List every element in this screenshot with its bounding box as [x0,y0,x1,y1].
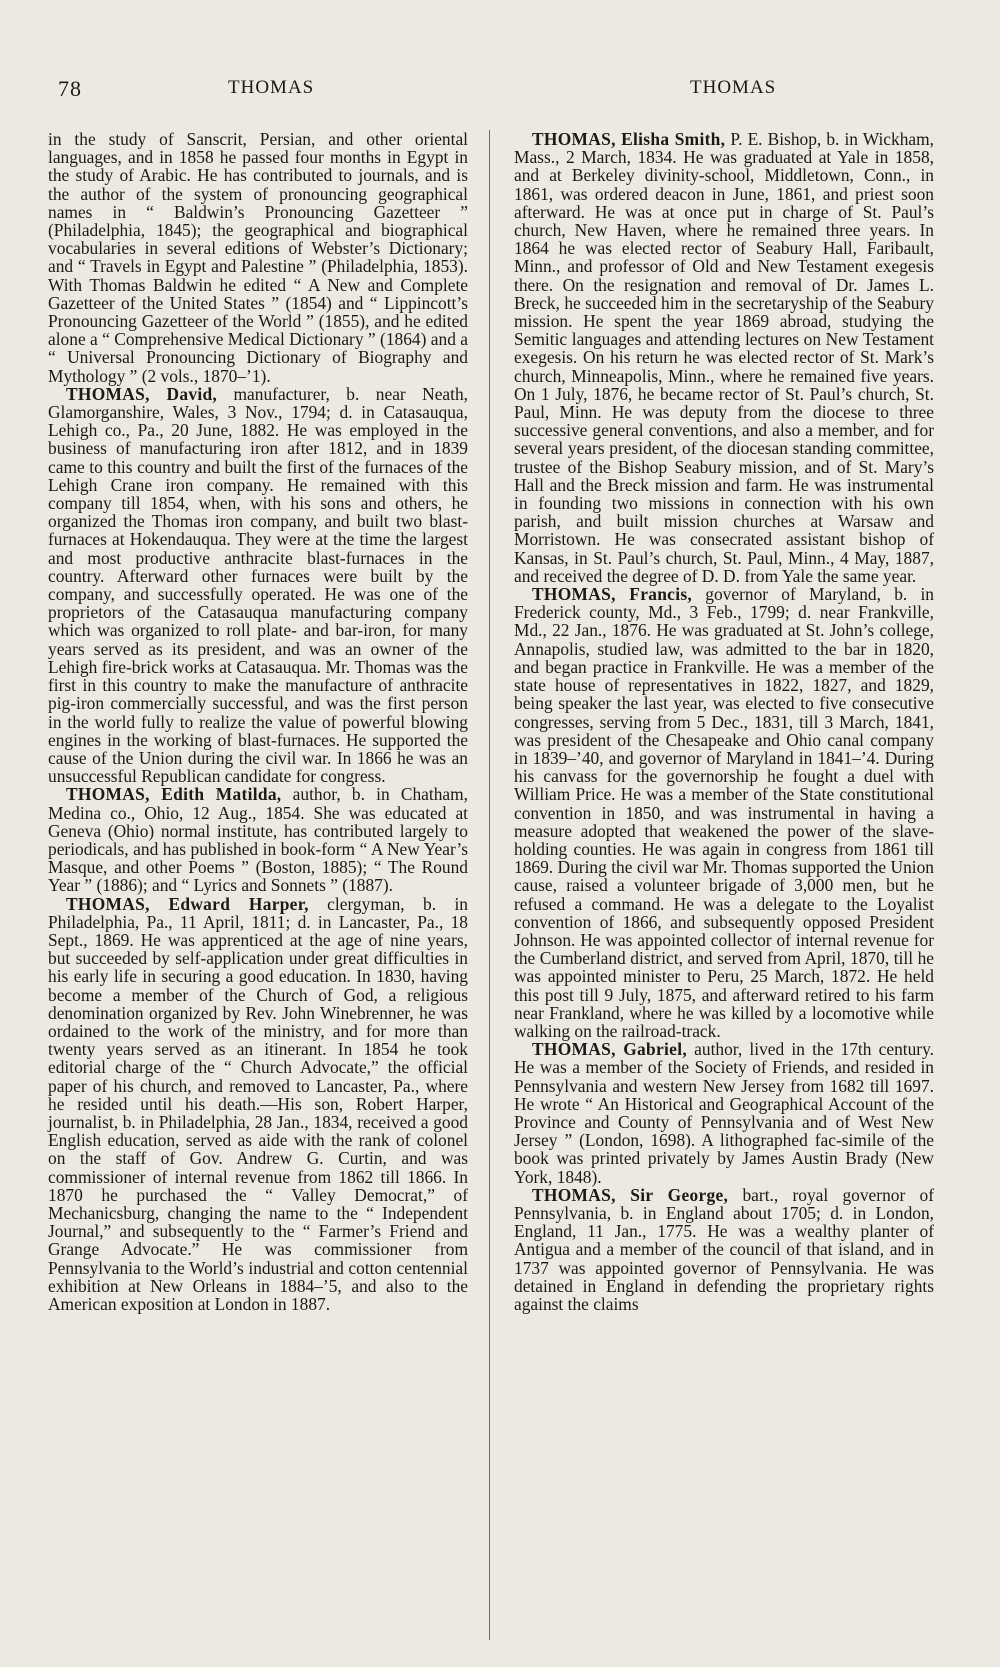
entry-headword: THOMAS, Edith Matilda, [66,784,282,805]
entry-continuation [48,130,468,385]
entry-text: bart., royal governor of Pennsylvania, b. in England about 1705; d. in London, England, 11 Jan., 1775. He was a wealthy planter of Antigua and a member of the council of that island, and in 1737 was appointed governor of Pennsylvania. He was detained in England in defending the proprietary rights against the claims [514,1184,935,1314]
entry-headword: THOMAS, Sir George, [532,1184,729,1205]
entry-text: P. E. Bishop, b. in Wickham, Mass., 2 March, 1834. He was graduated at Yale in 1858, and at Berkeley divinity-school, Middletown, Conn., in 1861, was ordered deacon in June, 1861, and priest soon afterward. He was at once put in charge of St. Paul’s church, New Haven, where he remained three years. In 1864 he was elected rector of Seabury Hall, Faribault, Minn., and professor of Old and New Testament exegesis there. On the resignation and removal of Dr. James L. Breck, he succeeded him in the secretaryship of the Seabury mission. He spent the year 1869 abroad, studying the Semitic languages and attending lectures on New Testament exegesis. On his return he was elected rector of St. Mark’s church, Minneapolis, Minn., where he remained five years. On 1 July, 1876, he became rector of St. Paul’s church, St. Paul, Minn. He was deputy from the diocese to three successive general conventions, and also a member, and for several years president, of the diocesan standing committee, trustee of the Bishop Seabury mission, and of St. Mary’s Hall and the Breck mission and farm. He was instrumental in founding two missions in connection with his own parish, and built mission churches at Warsaw and Morristown. He was consecrated assistant bishop of Kansas, in St. Paul’s church, St. Paul, Minn., 4 May, 1887, and received the degree of D. D. from Yale the same year. [514,129,934,586]
right-running-title: THOMAS [690,77,777,98]
entry-thomas-sir-george [514,1186,934,1313]
entry-thomas-edith-matilda [48,785,468,894]
entry-thomas-david [48,385,468,785]
entry-headword: THOMAS, Gabriel, [532,1039,687,1060]
entry-headword: THOMAS, Edward Harper, [66,893,309,914]
entry-thomas-edward-harper [48,895,468,1314]
entry-text: author, b. in Chatham, Medina co., Ohio, 12 Aug., 1854. She was educated at Geneva (Ohio) normal institute, has contributed largely to periodicals, and has published in book-form “ A New Year’s Masque, and other Poems ” (Boston, 1885); “ The Round Year ” (1886); and “ Lyrics and Sonnets ” (1887). [48,784,468,896]
entry-thomas-elisha-smith [514,130,934,585]
running-head [0,70,1000,110]
entry-thomas-francis [514,585,934,1040]
entry-text: manufacturer, b. near Neath, Glamorganshire, Wales, 3 Nov., 1794; d. in Catasauqua, Lehigh co., Pa., 20 June, 1882. He was employed in the business of manufacturing iron after 1812, and in 1839 came to this country and built the first of the furnaces of the Lehigh Crane iron company. He remained with this company till 1854, when, with his sons and others, he organized the Thomas iron company, and built two blast-furnaces at Hokendauqua. They were at the time the largest and most productive anthracite blast-furnaces in the country. Afterward other furnaces were built by the company, and successfully operated. He was one of the proprietors of the Catasauqua manufacturing company which was organized to roll plate- and bar-iron, for many years served as its president, and was an owner of the Lehigh fire-brick works at Catasauqua. Mr. Thomas was the first in this country to make the manufacture of anthracite pig-iron commercially successful, and was the first person in the world fully to realize the value of powerful blowing engines in the working of blast-furnaces. He supported the cause of the Union during the civil war. In 1866 he was an unsuccessful Republican candidate for congress. [48,383,469,787]
entry-text: governor of Maryland, b. in Frederick county, Md., 3 Feb., 1799; d. near Frankville, Md., 22 Jan., 1876. He was graduated at St. John’s college, Annapolis, studied law, was admitted to the bar in 1820, and began practice in Frankville. He was a member of the state house of representatives in 1822, 1827, and 1829, being speaker the last year, was elected to five consecutive congresses, serving from 5 Dec., 1831, till 3 March, 1841, was president of the Chesapeake and Ohio canal company in 1839–’40, and governor of Maryland in 1841–’4. During his canvass for the governorship he fought a duel with William Price. He was a member of the State constitutional convention in 1850, and was instrumental in having a measure adopted that weakened the power of the slave-holding counties. He was again in congress from 1861 till 1869. During the civil war Mr. Thomas supported the Union cause, raised a volunteer brigade of 3,000 men, but he refused a command. He was a delegate to the Loyalist convention of 1866, and subsequently opposed President Johnson. He was appointed collector of internal revenue for the Cumberland district, and served from April, 1870, till he was appointed minister to Peru, 25 March, 1872. He held this post till 9 July, 1875, and afterward retired to his farm near Frankland, where he was killed by a locomotive while walking on the railroad-track. [514,584,935,1041]
entry-thomas-gabriel [514,1040,934,1186]
entry-headword: THOMAS, Francis, [532,584,693,605]
entry-headword: THOMAS, David, [66,383,218,404]
left-column [48,130,468,1313]
right-column [514,130,934,1313]
entry-text: in the study of Sanscrit, Persian, and other oriental languages, and in 1858 he passed four months in Egypt in the study of Arabic. He has contributed to journals, and is the author of the system of pronouncing geographical names in “ Baldwin’s Pronouncing Gazetteer ” (Philadelphia, 1845); the geographical and biographical vocabularies in several editions of Webster’s Dictionary; and “ Travels in Egypt and Palestine ” (Philadelphia, 1853). With Thomas Baldwin he edited “ A New and Complete Gazetteer of the United States ” (1854) and “ Lippincott’s Pronouncing Gazetteer of the World ” (1855), and he edited alone a “ Comprehensive Medical Dictionary ” (1864) and a “ Universal Pronouncing Dictionary of Biography and Mythology ” (2 vols., 1870–’1). [48,129,468,386]
column-divider [489,130,490,1640]
entry-text: author, lived in the 17th century. He was a member of the Society of Friends, and resided in Pennsylvania and western New Jersey from 1682 till 1697. He wrote “ An Historical and Geographical Account of the Province and County of Pennsylvania and of West New Jersey ” (London, 1698). A lithographed fac-simile of the book was printed privately by James Austin Brady (New York, 1848). [514,1039,934,1187]
entry-headword: THOMAS, Elisha Smith, [532,129,726,149]
page-number: 78 [58,76,82,101]
entry-text: clergyman, b. in Philadelphia, Pa., 11 April, 1811; d. in Lancaster, Pa., 18 Sept., 1869. He was apprenticed at the age of nine years, but succeeded by self-application under great difficulties in his early life in securing a good education. In 1830, having become a member of the Church of God, a religious denomination organized by Rev. John Winebrenner, he was ordained to the work of the ministry, and for more than twenty years served as an itinerant. In 1854 he took editorial charge of the “ Church Advocate,” the official paper of his church, and removed to Lancaster, Pa., where he resided until his death.—His son, Robert Harper, journalist, b. in Philadelphia, 28 Jan., 1834, received a good English education, served as aide with the rank of colonel on the staff of Gov. Andrew G. Curtin, and was commissioner of internal revenue from 1862 till 1866. In 1870 he purchased the “ Valley Democrat,” of Mechanicsburg, changing the name to the “ Independent Journal,” and subsequently to the “ Farmer’s Friend and Grange Advocate.” He was commissioner from Pennsylvania to the World’s industrial and cotton centennial exhibition at New Orleans in 1884–’5, and also to the American exposition at London in 1887. [48,893,468,1314]
left-running-title: THOMAS [228,77,315,98]
